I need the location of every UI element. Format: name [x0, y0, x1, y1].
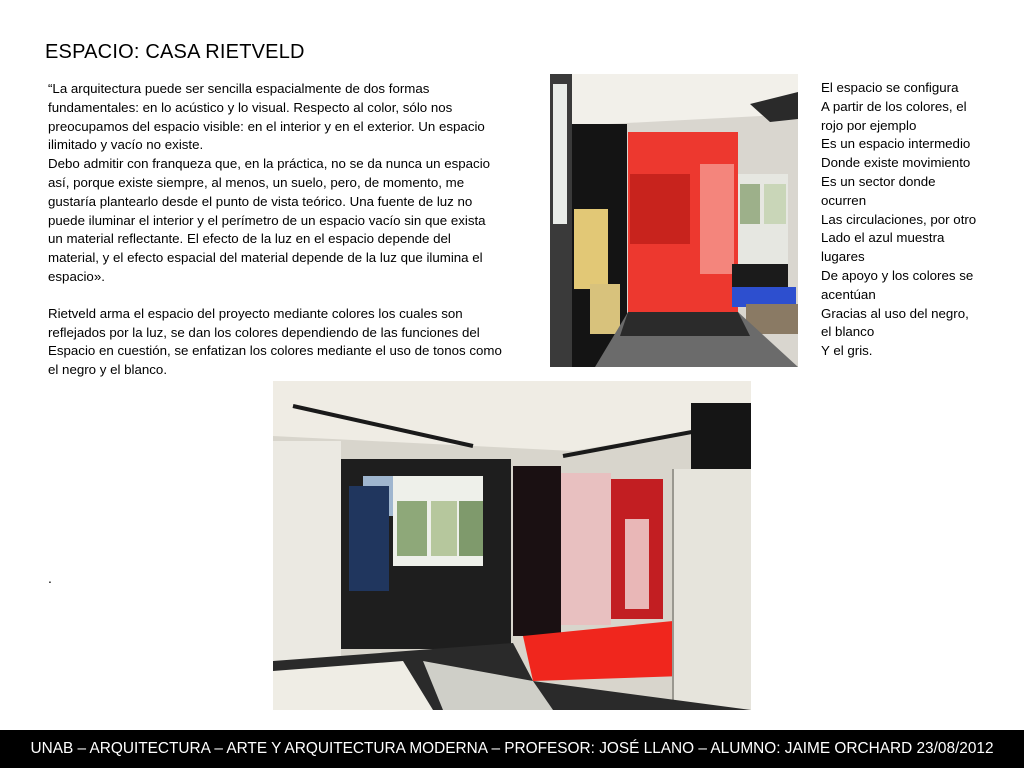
quote-block: [48, 80, 536, 380]
interior-photo-wide: [273, 381, 751, 710]
quote-line: puede iluminar el interior y el perímetro de un espacio vacío sin que exista: [48, 212, 486, 228]
quote-line: un material reflectante. El efecto de la luz en el espacio depende del: [48, 231, 451, 247]
quote-line: Debo admitir con franqueza que, en la práctica, no se da nunca un espacio: [48, 156, 491, 172]
quote-line: preocupamos del espacio visible: en el interior y en el exterior. Un espacio: [48, 118, 485, 134]
right-line: Es un espacio intermedio: [821, 136, 971, 152]
interior-photo-red-panel: [550, 74, 798, 367]
right-line: Donde existe movimiento: [821, 155, 971, 171]
right-line: el blanco: [821, 324, 875, 340]
paragraph-line: Espacio en cuestión, se enfatizan los colores mediante el uso de tonos como: [48, 343, 502, 359]
right-line: El espacio se configura: [821, 80, 959, 95]
paragraph-line: Rietveld arma el espacio del proyecto mediante colores los cuales son: [48, 305, 463, 321]
slide-title: ESPACIO: CASA RIETVELD: [45, 41, 305, 63]
quote-line: material, y el efecto espacial del material depende de la luz que ilumina el: [48, 250, 483, 266]
footer-text: UNAB – ARQUITECTURA – ARTE Y ARQUITECTURA MODERNA – PROFESOR: JOSÉ LLANO – ALUMNO: JAIME ORCHARD 23/08/2012: [30, 740, 994, 757]
right-line: acentúan: [821, 286, 876, 302]
quote-line: fundamentales: en lo acústico y lo visual. Respecto al color, sólo nos: [48, 99, 453, 115]
right-line: rojo por ejemplo: [821, 117, 917, 133]
paragraph-line: reflejados por la luz, se dan los colores dependiendo de las funciones del: [48, 324, 480, 340]
quote-line: gustaría plantearlo desde el punto de vista teórico. Una fuente de luz no: [48, 193, 473, 209]
right-text-column: [821, 79, 1006, 361]
quote-line: así, porque existe siempre, al menos, un suelo, pero, de momento, me: [48, 174, 465, 190]
right-line: A partir de los colores, el: [821, 98, 967, 114]
right-line: Lado el azul muestra: [821, 230, 945, 246]
quote-line: espacio».: [48, 268, 105, 284]
right-line: Es un sector donde: [821, 173, 936, 189]
slide-footer: [0, 730, 1024, 768]
stray-dot: .: [48, 570, 52, 586]
right-line: Gracias al uso del negro,: [821, 305, 969, 321]
paragraph-line: el negro y el blanco.: [48, 362, 168, 378]
right-line: Y el gris.: [821, 343, 873, 359]
right-line: De apoyo y los colores se: [821, 267, 974, 283]
interior-photo-red-panel-image: [550, 74, 798, 367]
interior-photo-wide-image: [273, 381, 751, 710]
rietveld-paragraph: [48, 305, 536, 380]
right-line: ocurren: [821, 192, 867, 208]
right-line: Las circulaciones, por otro: [821, 211, 977, 227]
right-line: lugares: [821, 249, 865, 265]
quote-line: “La arquitectura puede ser sencilla espacialmente de dos formas: [48, 81, 430, 96]
quote-line: ilimitado y vacío no existe.: [48, 137, 204, 153]
quote-paragraph: [48, 80, 536, 287]
